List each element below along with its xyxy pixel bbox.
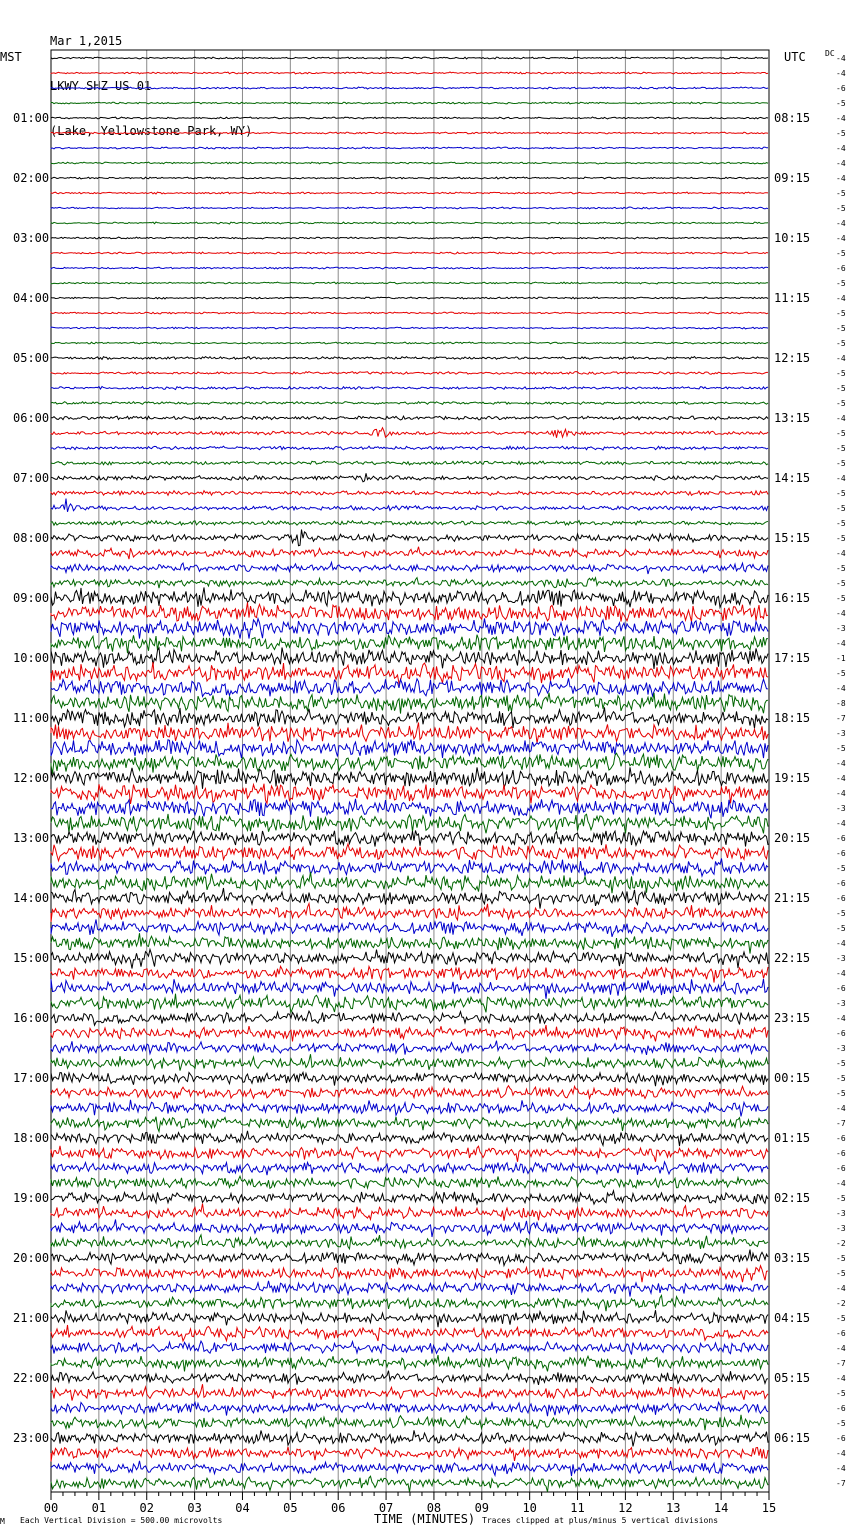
seismic-trace	[51, 252, 768, 254]
seismic-trace	[51, 1430, 768, 1446]
dc-offset: -3	[836, 1044, 846, 1053]
seismic-trace	[51, 1341, 768, 1354]
utc-hour-label: 12:15	[774, 351, 811, 365]
dc-offset: -5	[836, 249, 846, 258]
seismic-trace	[51, 814, 768, 833]
mst-hour-label: 19:00	[13, 1191, 50, 1205]
utc-hour-label: 09:15	[774, 171, 811, 185]
mst-hour-label: 16:00	[13, 1011, 50, 1025]
dc-offset: -4	[836, 234, 846, 243]
seismic-trace	[51, 949, 768, 968]
x-axis-label: TIME (MINUTES)	[374, 1512, 476, 1526]
dc-offset: -5	[836, 669, 846, 678]
dc-offset: -4	[836, 1104, 846, 1113]
seismic-trace	[51, 1191, 768, 1204]
dc-offset: -4	[836, 969, 846, 978]
utc-zone-label: UTC	[784, 50, 806, 64]
mst-zone-label: MST	[0, 50, 22, 64]
seismic-trace	[51, 282, 768, 284]
seismic-trace	[51, 933, 768, 953]
seismic-trace	[51, 428, 768, 438]
seismic-trace	[51, 1011, 768, 1025]
dc-offset: -4	[836, 684, 846, 693]
dc-offset: -3	[836, 729, 846, 738]
dc-offset: -4	[836, 114, 846, 123]
dc-offset: -4	[836, 1284, 846, 1293]
dc-offset: -6	[836, 1134, 846, 1143]
dc-offset: -4	[836, 174, 846, 183]
seismic-trace	[51, 72, 768, 74]
utc-hour-label: 06:15	[774, 1431, 811, 1445]
dc-offset: -4	[836, 474, 846, 483]
seismic-trace	[51, 707, 768, 728]
dc-offset: -6	[836, 894, 846, 903]
dc-offset: -5	[836, 1254, 846, 1263]
seismic-trace	[51, 132, 768, 134]
dc-offset: -5	[836, 279, 846, 288]
time-gridlines	[51, 50, 769, 1492]
seismic-trace	[51, 387, 768, 390]
date-label: Mar 1,2015	[50, 34, 123, 48]
seismic-trace	[51, 1295, 768, 1311]
dc-offset-labels	[836, 54, 846, 1488]
seismic-trace	[51, 547, 768, 559]
mst-hour-label: 09:00	[13, 591, 50, 605]
dc-offset: -5	[836, 489, 846, 498]
scale-note: Each Vertical Division = 500.00 microvolts	[20, 1516, 223, 1525]
utc-hour-label: 10:15	[774, 231, 811, 245]
dc-offset: -5	[836, 924, 846, 933]
dc-offset: -5	[836, 564, 846, 573]
dc-offset: -3	[836, 1209, 846, 1218]
dc-offset: -6	[836, 834, 846, 843]
seismic-trace	[51, 327, 768, 329]
dc-offset: -4	[836, 69, 846, 78]
dc-offset: -5	[836, 189, 846, 198]
x-tick-label: 14	[713, 1501, 729, 1515]
utc-hour-label: 13:15	[774, 411, 811, 425]
dc-offset: -4	[836, 819, 846, 828]
dc-offset: -4	[836, 549, 846, 558]
mst-hour-labels	[13, 111, 49, 1445]
utc-hour-label: 18:15	[774, 711, 811, 725]
location-label: (Lake, Yellowstone Park, WY)	[50, 124, 253, 138]
seismic-trace	[51, 979, 768, 999]
dc-offset: -4	[836, 774, 846, 783]
dc-offset: -4	[836, 354, 846, 363]
utc-hour-label: 23:15	[774, 1011, 811, 1025]
seismic-trace	[51, 920, 768, 937]
utc-hour-label: 01:15	[774, 1131, 811, 1145]
trace-group	[51, 57, 768, 1492]
seismic-trace	[51, 402, 768, 405]
x-tick-label: 15	[761, 1501, 777, 1515]
dc-offset: -1	[836, 654, 846, 663]
seismic-trace	[51, 693, 768, 714]
seismic-trace	[51, 831, 768, 847]
seismic-trace	[51, 147, 768, 149]
utc-hour-label: 02:15	[774, 1191, 811, 1205]
seismic-trace	[51, 1235, 768, 1249]
seismic-trace	[51, 662, 768, 683]
x-tick-label: 13	[666, 1501, 681, 1515]
seismic-trace	[51, 207, 768, 209]
seismic-trace	[51, 117, 768, 119]
seismic-trace	[51, 904, 768, 922]
seismic-trace	[51, 87, 768, 89]
dc-offset: -4	[836, 789, 846, 798]
dc-offset: -5	[836, 204, 846, 213]
utc-hour-label: 16:15	[774, 591, 811, 605]
mst-hour-label: 04:00	[13, 291, 50, 305]
utc-hour-label: 19:15	[774, 771, 811, 785]
dc-offset: -4	[836, 609, 846, 618]
seismic-trace	[51, 1371, 768, 1385]
seismic-trace	[51, 530, 768, 546]
dc-offset: -6	[836, 849, 846, 858]
x-tick-label: 10	[522, 1501, 537, 1515]
seismic-trace	[51, 491, 768, 496]
seismic-trace	[51, 678, 768, 696]
dc-offset: -5	[836, 744, 846, 753]
dc-offset: -5	[836, 324, 846, 333]
seismic-trace	[51, 267, 768, 269]
mst-hour-label: 20:00	[13, 1251, 50, 1265]
dc-offset: -4	[836, 1449, 846, 1458]
dc-offset: -5	[836, 1419, 846, 1428]
dc-offset: -7	[836, 1359, 846, 1368]
seismic-trace	[51, 1447, 768, 1462]
utc-hour-label: 14:15	[774, 471, 811, 485]
seismic-trace	[51, 859, 768, 877]
dc-offset: -5	[836, 339, 846, 348]
utc-hour-label: 00:15	[774, 1071, 811, 1085]
dc-offset: -5	[836, 99, 846, 108]
x-tick-label: 05	[283, 1501, 298, 1515]
seismic-trace	[51, 578, 768, 589]
dc-offset: -5	[836, 384, 846, 393]
dc-offset: -6	[836, 1164, 846, 1173]
seismic-trace	[51, 1025, 768, 1041]
x-tick-label: 09	[474, 1501, 490, 1515]
dc-offset: -6	[836, 1329, 846, 1338]
dc-offset: -7	[836, 1119, 846, 1128]
dc-offset: -3	[836, 1224, 846, 1233]
mst-hour-label: 03:00	[13, 231, 50, 245]
x-tick-label: 01	[91, 1501, 107, 1515]
dc-offset: -5	[836, 459, 846, 468]
dc-offset: -6	[836, 1434, 846, 1443]
x-tick-label: 02	[139, 1501, 154, 1515]
dc-offset: -6	[836, 84, 846, 93]
dc-offset: -5	[836, 1389, 846, 1398]
seismic-trace	[51, 473, 768, 482]
seismic-trace	[51, 562, 768, 574]
mst-hour-label: 13:00	[13, 831, 50, 845]
seismic-trace	[51, 297, 768, 299]
seismic-trace	[51, 177, 768, 179]
mst-hour-label: 11:00	[13, 711, 50, 725]
seismic-trace	[51, 1281, 768, 1297]
seismic-trace	[51, 587, 768, 607]
x-tick-label: 08	[426, 1501, 442, 1515]
utc-hour-label: 05:15	[774, 1371, 811, 1385]
seismic-trace	[51, 872, 768, 893]
dc-offset: -5	[836, 1059, 846, 1068]
mst-hour-label: 02:00	[13, 171, 50, 185]
dc-offset: -5	[836, 429, 846, 438]
seismic-trace	[51, 222, 768, 224]
seismic-trace	[51, 1220, 768, 1238]
seismic-trace	[51, 357, 768, 360]
seismic-trace	[51, 723, 768, 744]
dc-offset: -5	[836, 1269, 846, 1278]
seismic-trace	[51, 192, 768, 194]
x-tick-label: 04	[235, 1501, 250, 1515]
seismic-trace	[51, 1415, 768, 1430]
seismic-trace	[51, 966, 768, 982]
corner-mark: M	[0, 1517, 5, 1526]
seismic-trace	[51, 1266, 768, 1283]
dc-offset: -5	[836, 444, 846, 453]
dc-offset: -4	[836, 759, 846, 768]
dc-offset: -5	[836, 369, 846, 378]
dc-offset: -4	[836, 939, 846, 948]
seismic-trace	[51, 1402, 768, 1416]
mst-hour-label: 01:00	[13, 111, 50, 125]
dc-offset: -4	[836, 414, 846, 423]
seismic-trace	[51, 446, 768, 450]
dc-offset: -4	[836, 219, 846, 228]
seismic-trace	[51, 237, 768, 239]
dc-offset: -2	[836, 1239, 846, 1248]
dc-offset: -7	[836, 1479, 846, 1488]
dc-offset: -4	[836, 54, 846, 63]
seismic-trace	[51, 635, 768, 654]
seismic-trace	[51, 1461, 768, 1476]
plot-frame	[51, 50, 769, 1492]
utc-hour-label: 04:15	[774, 1311, 811, 1325]
mst-hour-label: 22:00	[13, 1371, 50, 1385]
dc-offset: -2	[836, 1299, 846, 1308]
seismic-trace	[51, 1041, 768, 1055]
dc-offset: -5	[836, 594, 846, 603]
dc-offset: -5	[836, 129, 846, 138]
utc-hour-label: 22:15	[774, 951, 811, 965]
x-tick-label: 03	[187, 1501, 202, 1515]
seismic-trace	[51, 1131, 768, 1146]
utc-hour-label: 15:15	[774, 531, 811, 545]
x-tick-label: 07	[378, 1501, 394, 1515]
dc-offset: -7	[836, 714, 846, 723]
x-tick-label: 11	[570, 1501, 585, 1515]
mst-hour-label: 15:00	[13, 951, 50, 965]
seismic-trace	[51, 372, 768, 375]
dc-offset: -5	[836, 534, 846, 543]
dc-offset: -5	[836, 1089, 846, 1098]
dc-offset: -4	[836, 144, 846, 153]
dc-offset: -4	[836, 1464, 846, 1473]
dc-offset: -5	[836, 909, 846, 918]
seismic-trace	[51, 1162, 768, 1175]
dc-offset: -3	[836, 954, 846, 963]
seismic-trace	[51, 1310, 768, 1327]
dc-offset: -4	[836, 294, 846, 303]
dc-offset: -6	[836, 984, 846, 993]
seismic-trace	[51, 499, 768, 512]
seismic-trace	[51, 521, 768, 526]
seismic-trace	[51, 1086, 768, 1099]
seismic-trace	[51, 1176, 768, 1188]
dc-offset: -4	[836, 1374, 846, 1383]
seismic-trace	[51, 312, 768, 314]
seismic-trace	[51, 784, 768, 804]
utc-hour-label: 11:15	[774, 291, 811, 305]
dc-offset: -3	[836, 999, 846, 1008]
mst-hour-label: 07:00	[13, 471, 50, 485]
seismic-trace	[51, 994, 768, 1013]
mst-hour-label: 21:00	[13, 1311, 50, 1325]
utc-hour-label: 17:15	[774, 651, 811, 665]
x-tick-label: 06	[330, 1501, 346, 1515]
dc-offset: -5	[836, 519, 846, 528]
seismic-trace	[51, 648, 768, 669]
seismic-trace	[51, 619, 768, 639]
seismic-trace	[51, 57, 768, 59]
seismic-trace	[51, 1054, 768, 1070]
dc-offset: -4	[836, 1179, 846, 1188]
utc-hour-label: 21:15	[774, 891, 811, 905]
seismic-trace	[51, 416, 768, 420]
mst-hour-label: 06:00	[13, 411, 50, 425]
seismic-trace	[51, 162, 768, 164]
station-label: LKWY SHZ US 01	[50, 79, 152, 93]
seismic-trace	[51, 1146, 768, 1162]
dc-offset: -4	[836, 159, 846, 168]
mst-hour-label: 12:00	[13, 771, 50, 785]
dc-offset: -6	[836, 1149, 846, 1158]
dc-label: DC	[825, 49, 835, 58]
seismic-trace	[51, 740, 768, 759]
mst-hour-label: 18:00	[13, 1131, 50, 1145]
dc-offset: -6	[836, 879, 846, 888]
seismic-trace	[51, 1384, 768, 1400]
dc-offset: -4	[836, 1014, 846, 1023]
seismic-trace	[51, 1355, 768, 1371]
dc-offset: -5	[836, 1194, 846, 1203]
mst-hour-label: 23:00	[13, 1431, 50, 1445]
x-tick-label: 12	[618, 1501, 633, 1515]
seismic-trace	[51, 1204, 768, 1221]
seismic-trace	[51, 342, 768, 344]
mst-hour-label: 17:00	[13, 1071, 50, 1085]
mst-hour-label: 08:00	[13, 531, 50, 545]
seismic-trace	[51, 1325, 768, 1341]
dc-offset: -6	[836, 1029, 846, 1038]
dc-offset: -5	[836, 1074, 846, 1083]
dc-offset: -4	[836, 1344, 846, 1353]
seismic-trace	[51, 1250, 768, 1266]
mst-hour-label: 10:00	[13, 651, 50, 665]
seismic-trace	[51, 888, 768, 909]
seismic-trace	[51, 1117, 768, 1132]
seismic-trace	[51, 844, 768, 861]
seismic-trace	[51, 1100, 768, 1117]
dc-offset: -5	[836, 579, 846, 588]
dc-offset: -6	[836, 1404, 846, 1413]
seismic-trace	[51, 461, 768, 465]
mst-hour-label: 14:00	[13, 891, 50, 905]
utc-hour-label: 20:15	[774, 831, 811, 845]
dc-offset: -6	[836, 264, 846, 273]
mst-hour-label: 05:00	[13, 351, 50, 365]
dc-offset: -5	[836, 309, 846, 318]
dc-offset: -4	[836, 639, 846, 648]
utc-hour-label: 03:15	[774, 1251, 811, 1265]
seismic-trace	[51, 753, 768, 774]
seismic-trace	[51, 767, 768, 789]
utc-hour-labels	[774, 111, 810, 1445]
seismic-trace	[51, 1072, 768, 1086]
dc-offset: -3	[836, 804, 846, 813]
utc-hour-label: 08:15	[774, 111, 811, 125]
seismic-trace	[51, 102, 768, 104]
clip-note: Traces clipped at plus/minus 5 vertical divisions	[482, 1516, 719, 1525]
dc-offset: -5	[836, 1314, 846, 1323]
dc-offset: -5	[836, 399, 846, 408]
x-tick-label: 00	[43, 1501, 59, 1515]
dc-offset: -8	[836, 699, 846, 708]
dc-offset: -5	[836, 864, 846, 873]
seismic-trace	[51, 1476, 768, 1492]
dc-offset: -5	[836, 504, 846, 513]
dc-offset: -3	[836, 624, 846, 633]
